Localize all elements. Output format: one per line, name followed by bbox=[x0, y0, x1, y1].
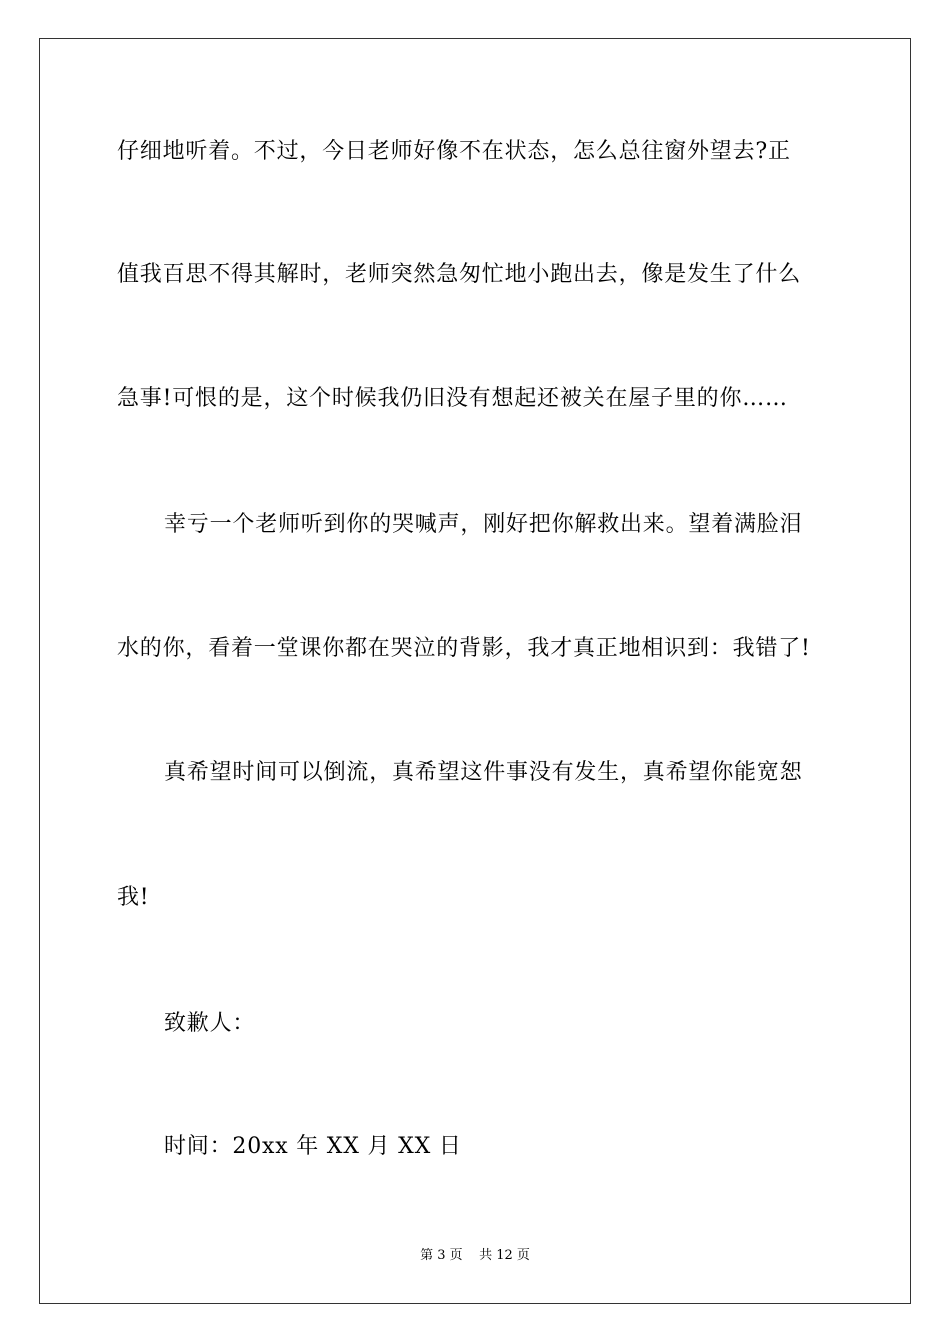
date-line: 时间：20xx 年 XX 月 XX 日 bbox=[164, 1134, 462, 1159]
body-text-line: 水的你，看着一堂课你都在哭泣的背影，我才真正地相识到：我错了! bbox=[117, 636, 811, 661]
body-text-line: 急事!可恨的是，这个时候我仍旧没有想起还被关在屋子里的你…… bbox=[117, 386, 788, 411]
body-text-line: 仔细地听着。不过，今日老师好像不在状态，怎么总往窗外望去?正 bbox=[117, 139, 791, 164]
page-number-footer: 第 3 页 共 12 页 bbox=[420, 1248, 530, 1263]
signature-label: 致歉人： bbox=[164, 1011, 256, 1036]
body-text-line: 值我百思不得其解时，老师突然急匆忙地小跑出去，像是发生了什么 bbox=[117, 262, 802, 287]
body-text-line: 我! bbox=[117, 885, 150, 910]
paragraph-start-line: 幸亏一个老师听到你的哭喊声，刚好把你解救出来。望着满脸泪 bbox=[164, 512, 803, 537]
paragraph-start-line: 真希望时间可以倒流，真希望这件事没有发生，真希望你能宽恕 bbox=[164, 760, 803, 785]
page-border bbox=[39, 38, 911, 1304]
